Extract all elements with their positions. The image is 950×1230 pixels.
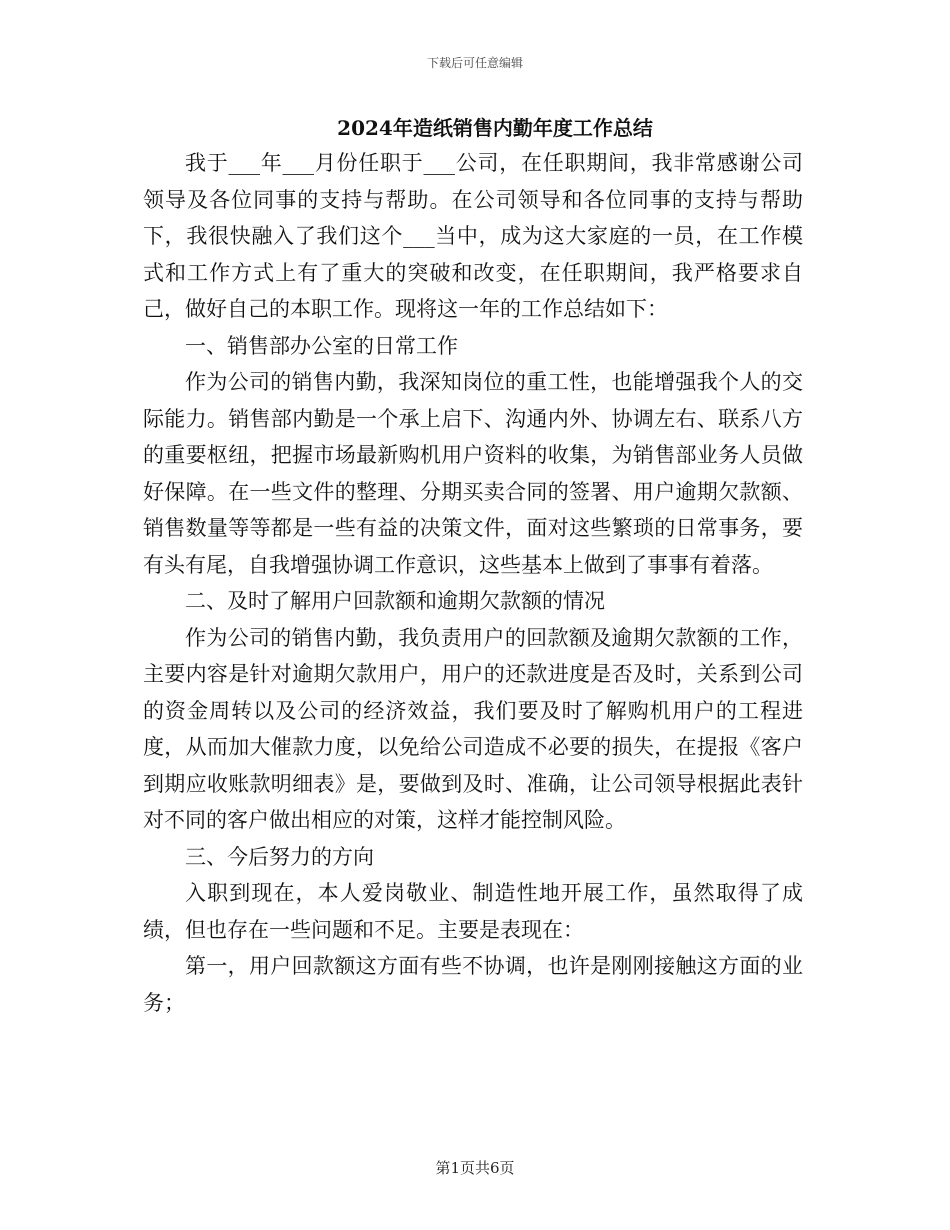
paragraph-section-1: 作为公司的销售内勤，我深知岗位的重工性，也能增强我个人的交际能力。销售部内勤是一个承上启下、沟通内外、协调左右、联系八方的重要枢纽，把握市场最新购机用户资料的收集，为销售部业务人员做好保障。在一些文件的整理、分期买卖合同的签署、用户逾期欠款额、销售数量等等都是一些有益的决策文件，面对这些繁琐的日常事务，要有头有尾，自我增强协调工作意识，这些基本上做到了事事有着落。 bbox=[143, 370, 803, 577]
section-heading-1: 一、销售部办公室的日常工作 bbox=[185, 333, 458, 358]
document-title: 2024年造纸销售内勤年度工作总结 bbox=[337, 116, 653, 140]
paragraph-section-3: 入职到现在，本人爱岗敬业、制造性地开展工作，虽然取得了成绩，但也存在一些问题和不足。主要是表现在： bbox=[143, 881, 803, 942]
section-heading-2: 二、及时了解用户回款额和逾期欠款额的情况 bbox=[185, 589, 605, 613]
section-heading-3: 三、今后努力的方向 bbox=[185, 844, 374, 869]
header-note: 下载后可任意编辑 bbox=[426, 56, 523, 70]
document-body bbox=[143, 145, 803, 1021]
paragraph-section-2: 作为公司的销售内勤，我负责用户的回款额及逾期欠款额的工作，主要内容是针对逾期欠款用户，用户的还款进度是否及时，关系到公司的资金周转以及公司的经济效益，我们要及时了解购机用户的工程进度，从而加大催款力度，以免给公司造成不必要的损失，在提报《客户到期应收账款明细表》是，要做到及时、准确，让公司领导根据此表针对不同的客户做出相应的对策，这样才能控制风险。 bbox=[143, 625, 803, 832]
paragraph-intro: 我于___年___月份任职于___公司，在任职期间，我非常感谢公司领导及各位同事的支持与帮助。在公司领导和各位同事的支持与帮助下，我很快融入了我们这个___当中，成为这大家庭的一员，在工作模式和工作方式上有了重大的突破和改变，在任职期间，我严格要求自己，做好自己的本职工作。现将这一年的工作总结如下： bbox=[143, 151, 803, 321]
page-number: 第1页共6页 bbox=[435, 1159, 515, 1177]
paragraph-point-1: 第一，用户回款额这方面有些不协调，也许是刚刚接触这方面的业务； bbox=[143, 954, 803, 1015]
